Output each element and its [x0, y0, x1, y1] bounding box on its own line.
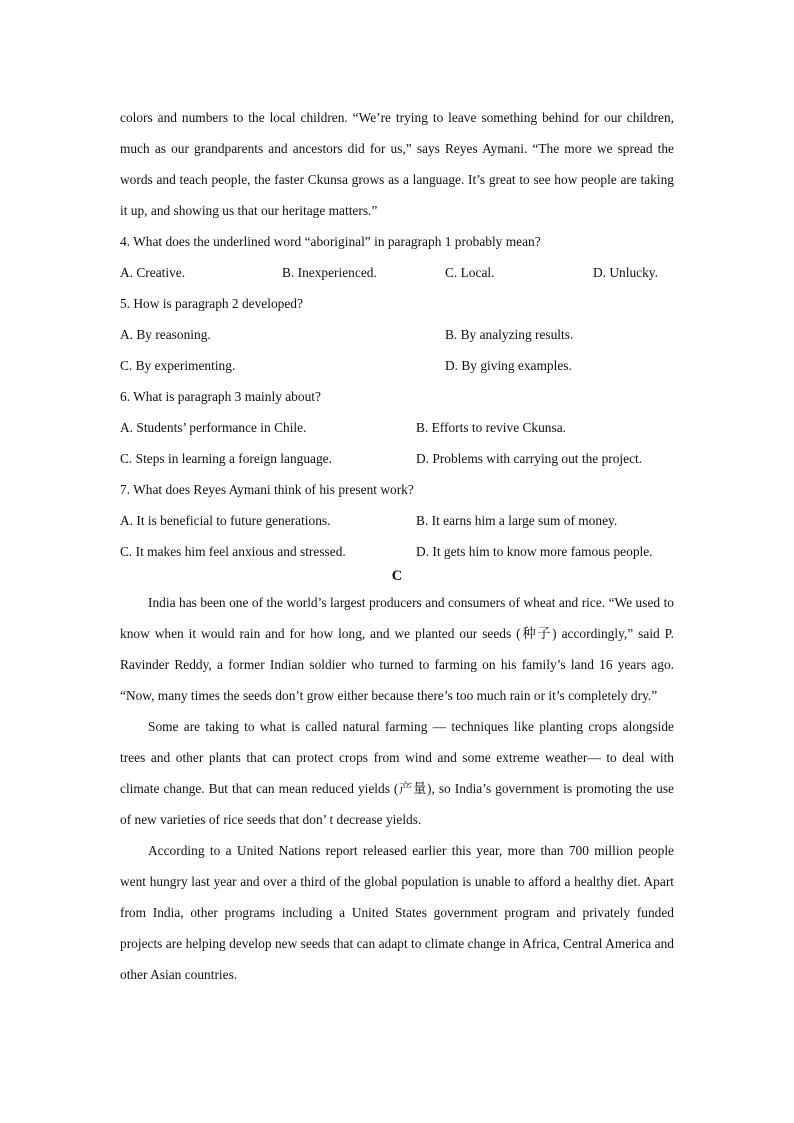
option-b: B. By analyzing results. [445, 327, 574, 342]
option-b: B. Inexperienced. [282, 265, 377, 280]
intro-paragraph: colors and numbers to the local children. “We’re trying to leave something behind for our children, much as our grandparents and ancestors did for us,” says Reyes Aymani. “The more we spread the words and teach people, the faster Ckunsa grows as a language. It’s great to see how people are taking it up, and showing us that our heritage matters.” [120, 110, 674, 218]
option-a: A. By reasoning. [120, 327, 211, 342]
question-4 [120, 226, 674, 288]
option-c: C. Local. [445, 265, 495, 280]
option-a: A. It is beneficial to future generations. [120, 513, 331, 528]
options-row [120, 350, 674, 381]
options-row [120, 505, 674, 536]
body-paragraph: Some are taking to what is called natural farming — techniques like planting crops alongside trees and other plants that can protect crops from wind and some extreme weather— to deal with climate change. But that can mean reduced yields (产量), so India’s government is promoting the use of new varieties of rice seeds that don’ t decrease yields. [120, 719, 674, 827]
option-a: A. Creative. [120, 265, 186, 280]
question-prompt: 6. What is paragraph 3 mainly about? [120, 389, 321, 404]
body-paragraph: India has been one of the world’s largest producers and consumers of wheat and rice. “We used to know when it would rain and for how long, and we planted our seeds (种子) accordingly,” said P. Ravinder Reddy, a former Indian soldier who turned to farming on his family’s land 16 years ago. “Now, many times the seeds don’t grow either because there’s too much rain or it’s completely dry.” [120, 595, 674, 703]
option-c: C. By experimenting. [120, 358, 236, 373]
question-7 [120, 474, 674, 567]
option-d: D. By giving examples. [445, 358, 572, 373]
body-paragraph: According to a United Nations report released earlier this year, more than 700 million people went hungry last year and over a third of the global population is unable to afford a healthy diet. Apart from India, other programs including a United States government program and privately funded projects are helping develop new seeds that can adapt to climate change in Africa, Central America and other Asian countries. [120, 843, 674, 982]
option-b: B. Efforts to revive Ckunsa. [416, 420, 567, 435]
question-prompt: 4. What does the underlined word “aboriginal” in paragraph 1 probably mean? [120, 234, 541, 249]
options-row [120, 412, 674, 443]
question-prompt: 5. How is paragraph 2 developed? [120, 296, 303, 311]
options-row [120, 443, 674, 474]
page-content [120, 102, 674, 990]
option-d: D. Problems with carrying out the project. [416, 451, 643, 466]
options-row [120, 257, 674, 288]
question-prompt: 7. What does Reyes Aymani think of his present work? [120, 482, 414, 497]
option-d: D. It gets him to know more famous people. [416, 544, 653, 559]
question-5 [120, 288, 674, 381]
option-d: D. Unlucky. [593, 265, 658, 280]
option-b: B. It earns him a large sum of money. [416, 513, 618, 528]
option-c: C. Steps in learning a foreign language. [120, 451, 332, 466]
option-c: C. It makes him feel anxious and stressed. [120, 544, 346, 559]
option-a: A. Students’ performance in Chile. [120, 420, 307, 435]
section-heading: C [391, 568, 403, 584]
question-6 [120, 381, 674, 474]
options-row [120, 319, 674, 350]
